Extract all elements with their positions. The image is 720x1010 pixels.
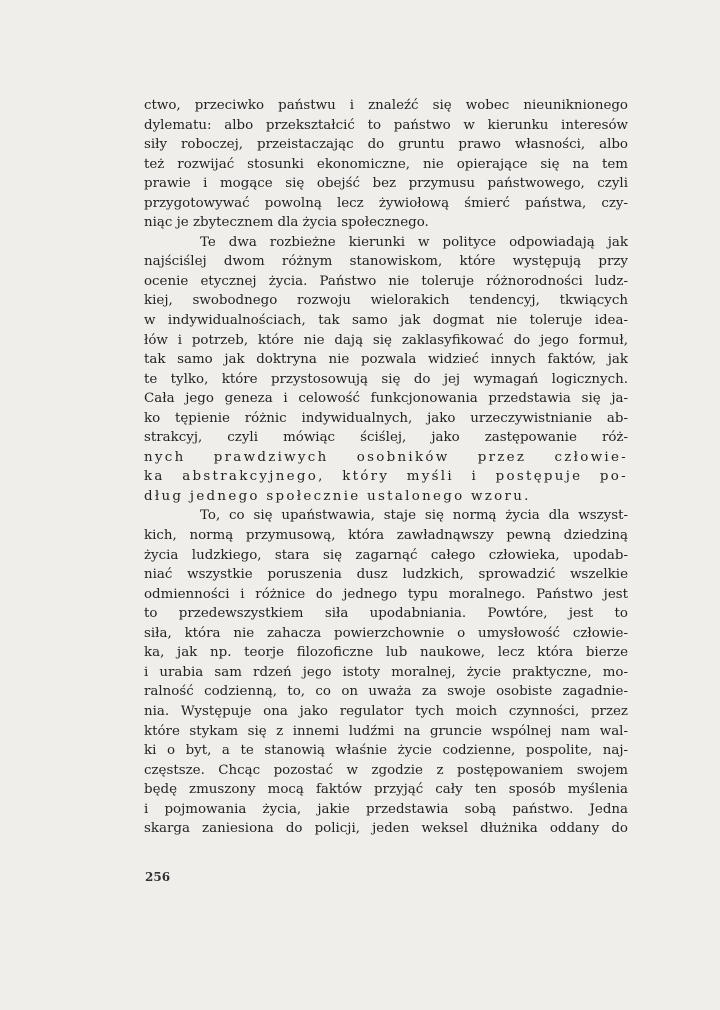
text-line: prawie i mogące się obejść bez przymusu państwowego, czyli — [144, 176, 628, 192]
text-line: najściślej dwom różnym stanowiskom, które występują przy — [144, 254, 628, 270]
text-line: przygotowywać powolną lecz żywiołową śmierć państwa, czy- — [144, 195, 628, 211]
text-line: ralność codzienną, to, co on uważa za swoje osobiste zagadnie- — [144, 684, 628, 700]
text-line: łów i potrzeb, które nie dają się zaklasyfikować do jego formuł, — [144, 332, 628, 348]
text-line: To, co się upaństwawia, staje się normą życia dla wszyst- — [200, 508, 628, 524]
text-line: ki o byt, a te stanowią właśnie życie codzienne, pospolite, naj- — [144, 743, 628, 759]
text-line: też rozwijać stosunki ekonomiczne, nie opierające się na tem — [144, 156, 628, 172]
text-line: w indywidualnościach, tak samo jak dogmat nie toleruje idea- — [144, 313, 628, 329]
text-line: te tylko, które przystosowują się do jej wymagań logicznych. — [144, 371, 628, 387]
text-line: życia ludzkiego, stara się zagarnąć całego człowieka, upodab- — [144, 547, 628, 563]
text-line: tak samo jak doktryna nie pozwala widzieć innych faktów, jak — [144, 352, 628, 368]
text-line: odmienności i różnice do jednego typu moralnego. Państwo jest — [144, 586, 628, 602]
text-line: to przedewszystkiem siła upodabniania. Powtóre, jest to — [144, 606, 628, 622]
text-line: niąc je zbytecznem dla życia społecznego. — [144, 215, 429, 231]
text-line: nych prawdziwych osobników przez człowie- — [144, 449, 628, 465]
text-line: kiej, swobodnego rozwoju wielorakich tendencyj, tkwiących — [144, 293, 628, 309]
text-line: dług jednego społecznie ustalonego wzoru. — [144, 488, 531, 504]
text-line: dylematu: albo przekształcić to państwo w kierunku interesów — [144, 117, 628, 133]
text-line: niać wszystkie poruszenia dusz ludzkich, sprowadzić wszelkie — [144, 567, 628, 583]
text-line: strakcyj, czyli mówiąc ściślej, jako zastępowanie róż- — [144, 430, 628, 446]
text-line: i urabia sam rdzeń jego istoty moralnej, życie praktyczne, mo- — [144, 664, 628, 680]
text-line: Te dwa rozbieżne kierunki w polityce odpowiadają jak — [200, 234, 628, 250]
text-line: ocenie etycznej życia. Państwo nie toleruje różnorodności ludz- — [144, 273, 628, 289]
body-text — [144, 96, 628, 839]
text-line: które stykam się z innemi ludźmi na gruncie wspólnej nam wal- — [144, 723, 628, 739]
text-line: ka, jak np. teorje filozoficzne lub naukowe, lecz która bierze — [144, 645, 628, 661]
text-line: i pojmowania życia, jakie przedstawia sobą państwo. Jedna — [144, 801, 628, 817]
text-line: siła, która nie zahacza powierzchownie o umysłowość człowie- — [144, 625, 628, 641]
text-line: skarga zaniesiona do policji, jeden weksel dłużnika oddany do — [144, 821, 628, 837]
text-line: ctwo, przeciwko państwu i znaleźć się wobec nieuniknionego — [144, 98, 628, 113]
text-line: Cała jego geneza i celowość funkcjonowania przedstawia się ja- — [144, 391, 628, 407]
text-line: ko tępienie różnic indywidualnych, jako urzeczywistnianie ab- — [144, 410, 628, 426]
text-line: nia. Występuje ona jako regulator tych moich czynności, przez — [144, 703, 628, 719]
text-line: ka abstrakcyjnego, który myśli i postępuje po- — [144, 469, 628, 485]
page-number: 256 — [145, 870, 171, 884]
text-line: częstsze. Chcąc pozostać w zgodzie z postępowaniem swojem — [144, 762, 628, 778]
text-line: kich, normą przymusową, która zawładnąwszy pewną dziedziną — [144, 528, 628, 544]
text-line: będę zmuszony mocą faktów przyjąć cały ten sposób myślenia — [144, 782, 628, 798]
text-line: siły roboczej, przeistaczając do gruntu prawo własności, albo — [144, 137, 628, 153]
